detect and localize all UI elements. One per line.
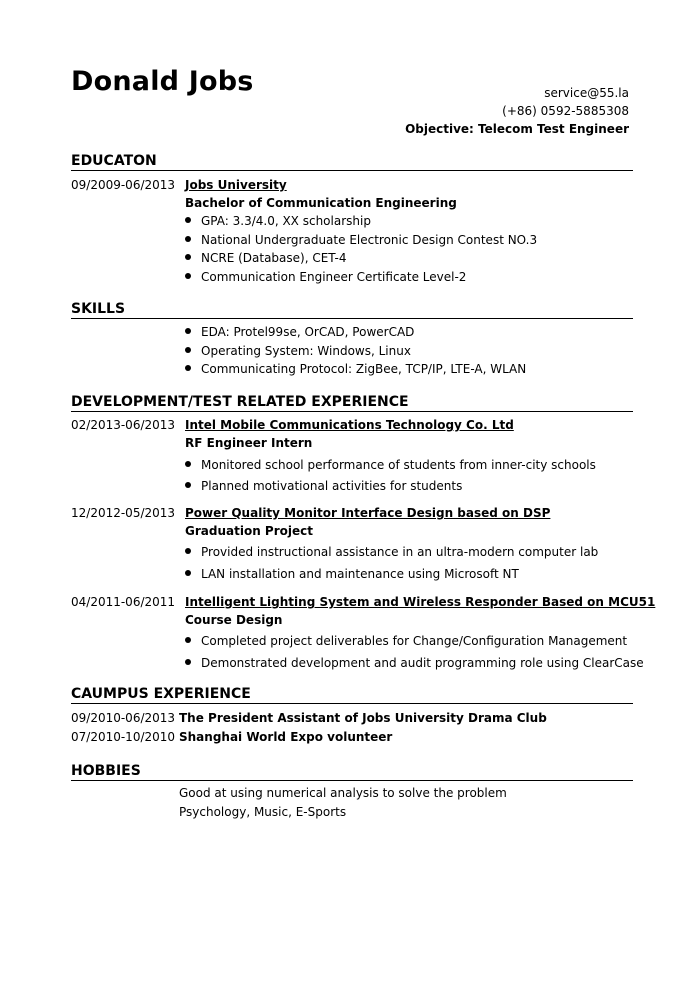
list-item: Communicating Protocol: ZigBee, TCP/IP, LTE-A, WLAN <box>185 361 526 377</box>
section-heading-education: EDUCATON <box>71 153 633 171</box>
hobby-line: Psychology, Music, E-Sports <box>179 805 347 819</box>
experience-role: Graduation Project <box>185 524 313 538</box>
bullet-icon <box>185 217 191 223</box>
list-item: Communication Engineer Certificate Level-2 <box>185 269 466 285</box>
phone: (+86) 0592-5885308 <box>502 104 629 118</box>
bullet-icon <box>185 659 191 665</box>
list-item: LAN installation and maintenance using Microsoft NT <box>185 566 519 582</box>
list-item: Provided instructional assistance in an ultra-modern computer lab <box>185 544 598 560</box>
experience-role: RF Engineer Intern <box>185 436 313 450</box>
hobby-line: Good at using numerical analysis to solve the problem <box>179 786 507 800</box>
experience-title: Intel Mobile Communications Technology Co. Ltd <box>185 418 514 432</box>
list-item: EDA: Protel99se, OrCAD, PowerCAD <box>185 324 414 340</box>
experience-date: 04/2011-06/2011 <box>71 595 176 609</box>
experience-title: Power Quality Monitor Interface Design based on DSP <box>185 506 551 520</box>
section-heading-experience: DEVELOPMENT/TEST RELATED EXPERIENCE <box>71 394 633 412</box>
list-item: Operating System: Windows, Linux <box>185 343 411 359</box>
list-item: Completed project deliverables for Change/Configuration Management <box>185 633 627 649</box>
list-item: National Undergraduate Electronic Design Contest NO.3 <box>185 232 537 248</box>
education-date: 09/2009-06/2013 <box>71 178 176 192</box>
section-heading-skills: SKILLS <box>71 301 633 319</box>
bullet-icon <box>185 461 191 467</box>
bullet-icon <box>185 347 191 353</box>
campus-date: 09/2010-06/2013 <box>71 711 176 725</box>
bullet-icon <box>185 365 191 371</box>
section-heading-campus: CAUMPUS EXPERIENCE <box>71 686 633 704</box>
email: service@55.la <box>544 86 629 100</box>
bullet-icon <box>185 328 191 334</box>
experience-role: Course Design <box>185 613 283 627</box>
bullet-icon <box>185 236 191 242</box>
bullet-icon <box>185 273 191 279</box>
campus-date: 07/2010-10/2010 <box>71 730 176 744</box>
objective: Objective: Telecom Test Engineer <box>405 122 629 136</box>
list-item: GPA: 3.3/4.0, XX scholarship <box>185 213 371 229</box>
campus-title: Shanghai World Expo volunteer <box>179 730 393 744</box>
list-item: Demonstrated development and audit programming role using ClearCase <box>185 655 644 671</box>
bullet-icon <box>185 548 191 554</box>
list-item: Planned motivational activities for students <box>185 478 462 494</box>
contact-block <box>405 84 629 138</box>
bullet-icon <box>185 637 191 643</box>
experience-date: 12/2012-05/2013 <box>71 506 176 520</box>
bullet-icon <box>185 254 191 260</box>
experience-date: 02/2013-06/2013 <box>71 418 176 432</box>
education-degree: Bachelor of Communication Engineering <box>185 196 457 210</box>
bullet-icon <box>185 570 191 576</box>
experience-title: Intelligent Lighting System and Wireless Responder Based on MCU51 <box>185 595 656 609</box>
campus-title: The President Assistant of Jobs University Drama Club <box>179 711 547 725</box>
list-item: NCRE (Database), CET-4 <box>185 250 347 266</box>
candidate-name: Donald Jobs <box>71 66 254 97</box>
bullet-icon <box>185 482 191 488</box>
education-school: Jobs University <box>185 178 287 192</box>
list-item: Monitored school performance of students from inner-city schools <box>185 457 596 473</box>
section-heading-hobbies: HOBBIES <box>71 763 633 781</box>
